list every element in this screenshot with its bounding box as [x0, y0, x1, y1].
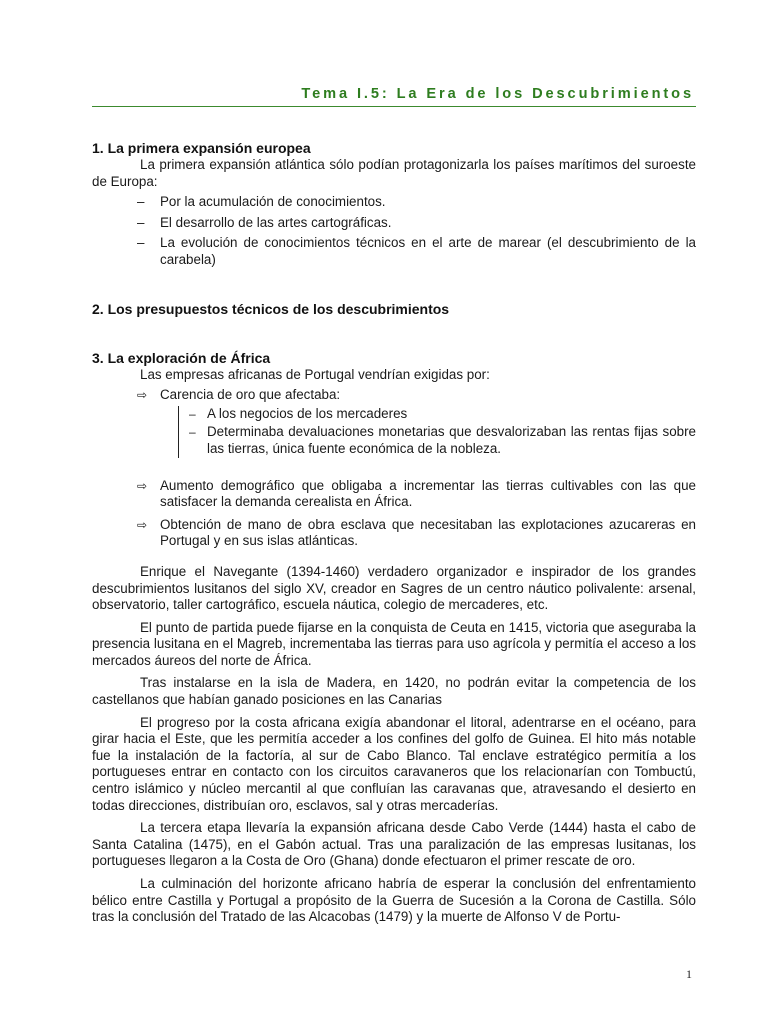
section-3-heading: 3. La exploración de África: [92, 349, 271, 366]
list-item: ⇨ Aumento demográfico que obligaba a incrementar las tierras cultivables con las que satisfacer la demanda cerealista en África.: [137, 477, 696, 510]
dash-bullet: –: [137, 194, 145, 210]
page-number: 1: [686, 967, 692, 981]
list-item: – El desarrollo de las artes cartográficas.: [137, 214, 392, 230]
title-rule: [92, 86, 696, 107]
section-3-intro: Las empresas africanas de Portugal vendrían exigidas por:: [140, 366, 490, 382]
list-item: – La evolución de conocimientos técnicos en el arte de marear (el descubrimiento de la carabela): [137, 235, 696, 267]
section-2-heading: 2. Los presupuestos técnicos de los descubrimientos: [92, 300, 450, 317]
dash-bullet: –: [189, 406, 196, 421]
dash-bullet: –: [189, 425, 196, 440]
arrow-bullet-icon: ⇨: [137, 388, 148, 403]
list-item: ⇨ Carencia de oro que afectaba: – A los negocios de los mercaderes – Determinaba devaluaciones monetarias que desvalorizaban las rentas fijas sobre las tierras, única fuente económica de la nobleza.: [137, 387, 696, 456]
sub-list-item: – Determinaba devaluaciones monetarias que desvalorizaban las rentas fijas sobre las tierras, única fuente económica de la nobleza.: [189, 424, 696, 456]
list-item: – Por la acumulación de conocimientos.: [137, 194, 386, 210]
section-1-list: [92, 194, 696, 268]
paragraph: El progreso por la costa africana exigía abandonar el litoral, adentrarse en el océano, para girar hacia el Este, que les permitía acceder a los confines del golfo de Guinea. El hito más notable fue la instalación de la factoría, al sur de Cabo Blanco. Tal enclave estratégico permitía a los portugueses entrar en contacto con los circuitos caravaneros que los relacionarían con Tombuctú, centro islámico y núcleo mercantil al que confluían las caravanas que, atravesando el desierto en todas direcciones, distribuían oro, esclavos, sal y otras mercaderías.: [92, 714, 696, 813]
paragraph: Tras instalarse en la isla de Madera, en 1420, no podrán evitar la competencia de los castellanos que habían ganado posiciones en las Canarias: [92, 675, 696, 708]
arrow-bullet-icon: ⇨: [137, 478, 148, 493]
page-title: Tema I.5: La Era de los Descubrimientos: [301, 86, 694, 102]
paragraph: La culminación del horizonte africano habría de esperar la conclusión del enfrentamiento bélico entre Castilla y Portugal a propósito de la Guerra de Sucesión a la Corona de Castilla. Sólo tras la conclusión del Tratado de las Alcacobas (1479) y la muerte de Alfonso V de Portu-: [92, 876, 696, 925]
sub-list-item: – A los negocios de los mercaderes: [189, 405, 408, 421]
paragraph: Enrique el Navegante (1394-1460) verdadero organizador e inspirador de los grandes descubrimientos lusitanos del siglo XV, creador en Sagres de un centro náutico polivalente: arsenal, observatorio, taller cartográfico, escuela náutica, colegio de mercaderes, etc.: [92, 563, 696, 613]
section-3-list: [92, 387, 696, 550]
section-1-heading: 1. La primera expansión europea: [92, 140, 311, 156]
sub-list: [178, 406, 696, 458]
arrow-bullet-icon: ⇨: [137, 517, 148, 532]
document-body: [92, 139, 696, 926]
dash-bullet: –: [137, 235, 145, 251]
section-1-intro: La primera expansión atlántica sólo podían protagonizarla los países marítimos del suroeste de Europa:: [92, 157, 696, 189]
paragraph: El punto de partida puede fijarse en la conquista de Ceuta en 1415, victoria que aseguraba la presencia lusitana en el Magreb, incrementaba las tierras para uso agrícola y permitía el acceso a los mercados áureos del norte de África.: [92, 619, 696, 668]
paragraph: La tercera etapa llevaría la expansión africana desde Cabo Verde (1444) hasta el cabo de Santa Catalina (1475), en el Gabón actual. Tras una paralización de las empresas lusitanas, los portugueses llegaron a la Costa de Oro (Ghana) donde efectuaron el primer rescate de oro.: [92, 820, 696, 869]
list-item: ⇨ Obtención de mano de obra esclava que necesitaban las explotaciones azucareras en Portugal y en sus islas atlánticas.: [137, 516, 696, 549]
dash-bullet: –: [137, 214, 145, 230]
